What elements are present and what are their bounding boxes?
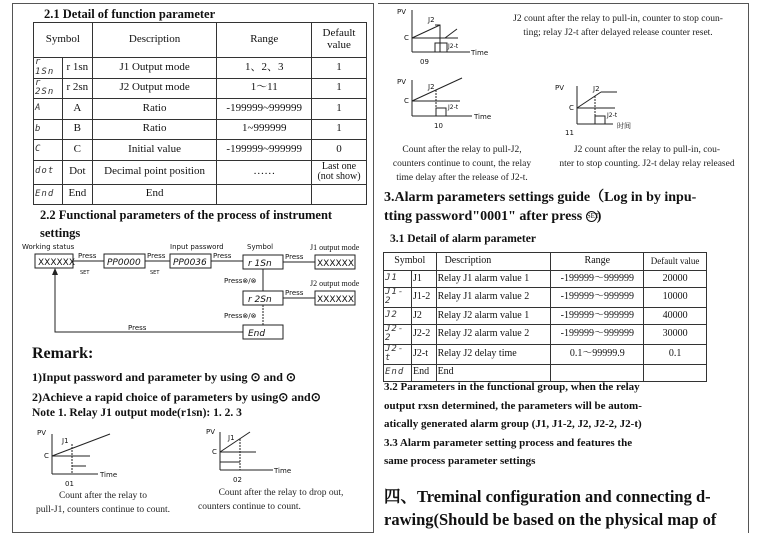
cell-range: -199999~999999 bbox=[217, 99, 312, 120]
cell-def: Last one (not show) bbox=[312, 160, 367, 184]
press-label: Press bbox=[128, 324, 147, 332]
cell-seg: C bbox=[34, 140, 63, 161]
pv-label: PV bbox=[206, 428, 216, 436]
table-row bbox=[34, 78, 367, 99]
c-label: C bbox=[569, 104, 574, 112]
cell-def: 1 bbox=[312, 119, 367, 140]
time-label: Time bbox=[471, 49, 488, 57]
chart-11-caption: J2 count after the relay to pull-in, cou- nter to stop counting. J2-t delay relay released bbox=[559, 145, 735, 169]
box-j1-value: XXXXXX bbox=[317, 259, 354, 269]
chart-number: 10 bbox=[434, 122, 443, 130]
cell-sym: A bbox=[63, 99, 93, 120]
table-row bbox=[384, 344, 707, 364]
note-1: Note 1. Relay J1 output mode(r1sn): 1. 2. 3 bbox=[32, 407, 242, 419]
table-row bbox=[384, 271, 707, 288]
chart-01-caption: Count after the relay to pull-J1, counters continue to count. bbox=[35, 491, 171, 515]
th-range: Range bbox=[551, 253, 644, 271]
press-label: Press bbox=[78, 252, 97, 260]
cell-sym: B bbox=[63, 119, 93, 140]
th-default: Default value bbox=[312, 23, 367, 58]
cell-desc: Ratio bbox=[92, 119, 217, 140]
cell-desc: Ratio bbox=[92, 99, 217, 120]
table-row bbox=[384, 307, 707, 324]
cell-sym: r 2sn bbox=[63, 78, 93, 99]
cell-seg: A bbox=[34, 99, 63, 120]
cell-sym: Dot bbox=[63, 160, 93, 184]
cell-def: 10000 bbox=[644, 288, 707, 308]
table-row bbox=[34, 160, 367, 184]
cell-seg: J1-2 bbox=[384, 288, 412, 308]
chart-number: 01 bbox=[65, 480, 74, 488]
chart-02-caption: Count after the relay to drop out, counters continue to count. bbox=[198, 488, 344, 512]
box-end: End bbox=[248, 329, 266, 339]
press-label: Press bbox=[213, 252, 232, 260]
cell-seg: J2-2 bbox=[384, 324, 412, 344]
settings-flow-diagram bbox=[20, 240, 370, 345]
press-label: Press bbox=[285, 253, 304, 261]
cell-range: 1、2、3 bbox=[217, 58, 312, 79]
chart-number: 02 bbox=[233, 476, 242, 484]
cell-def bbox=[312, 184, 367, 205]
cell-desc: Relay J2 delay time bbox=[436, 344, 551, 364]
cell-seg: r 2Sn bbox=[34, 78, 63, 99]
cell-range: -199999～999999 bbox=[551, 324, 644, 344]
section-2-1-title: 2.1 Detail of function parameter bbox=[44, 7, 216, 21]
t-label: J2-t bbox=[448, 104, 459, 111]
chart-10-caption: Count after the relay to pull-J2, counters continue to count, the relay time delay after the release of J2-t. bbox=[392, 145, 532, 183]
c-label: C bbox=[404, 34, 409, 42]
time-label: Time bbox=[474, 113, 492, 121]
table-row bbox=[34, 184, 367, 205]
pv-label: PV bbox=[37, 429, 47, 437]
paragraph-3-2: 3.2 Parameters in the functional group, when the relay output rxsn determined, the parameters will be autom- atically generated alarm group (J1, J1-2, J2, J2-2, J2-t) 3.3 Alarm parameter setting process and features the same process parameter settings bbox=[384, 381, 642, 467]
box-j2-value: XXXXXX bbox=[317, 295, 354, 305]
cell-seg: End bbox=[34, 184, 63, 205]
c-label: C bbox=[404, 97, 409, 105]
chart-number: 11 bbox=[565, 129, 574, 137]
cell-desc: Initial value bbox=[92, 140, 217, 161]
label-symbol: Symbol bbox=[247, 243, 274, 251]
chart-10 bbox=[390, 76, 500, 132]
cell-desc: J1 Output mode bbox=[92, 58, 217, 79]
press-label: Press bbox=[147, 252, 166, 260]
cell-range: -199999～999999 bbox=[551, 288, 644, 308]
c-label: C bbox=[212, 448, 217, 456]
cell-sym: J2-2 bbox=[412, 324, 437, 344]
chart-09-caption: J2 count after the relay to pull-in, counter to stop coun- ting; relay J2-t after delayed release counter reset. bbox=[513, 14, 723, 38]
box-pp0036: PP0036 bbox=[173, 258, 207, 268]
th-default: Default value bbox=[644, 253, 707, 271]
table-row bbox=[384, 324, 707, 344]
cell-desc: Relay J1 alarm value 2 bbox=[436, 288, 551, 308]
cell-desc: Relay J2 alarm value 1 bbox=[436, 307, 551, 324]
press-label: Press bbox=[285, 289, 304, 297]
section-3-title: 3.Alarm parameters settings guide（Log in by inpu- bbox=[384, 190, 697, 205]
chart-number: 09 bbox=[420, 58, 429, 66]
th-symbol: Symbol bbox=[34, 23, 93, 58]
press-updown-label: Press⊗/⊗ bbox=[224, 312, 257, 320]
cell-def: 1 bbox=[312, 99, 367, 120]
cell-def: 0 bbox=[312, 140, 367, 161]
j-label: J2 bbox=[428, 83, 435, 91]
cell-range bbox=[217, 184, 312, 205]
time-label: Time bbox=[100, 471, 118, 479]
chart-02 bbox=[198, 426, 298, 488]
cell-sym: J2 bbox=[412, 307, 437, 324]
cell-range: -199999～999999 bbox=[551, 271, 644, 288]
cell-seg: End bbox=[384, 364, 412, 381]
cell-desc: Decimal point position bbox=[92, 160, 217, 184]
j-label: J2 bbox=[428, 16, 435, 24]
cell-range: 0.1～99999.9 bbox=[551, 344, 644, 364]
cell-def: 20000 bbox=[644, 271, 707, 288]
cell-range: 1～11 bbox=[217, 78, 312, 99]
cell-desc: End bbox=[92, 184, 217, 205]
chart-09 bbox=[390, 6, 488, 68]
j-label: J1 bbox=[228, 434, 235, 442]
cell-def: 30000 bbox=[644, 324, 707, 344]
section-3-title-cont: tting password"0001" after press SET) bbox=[384, 209, 602, 224]
cell-range: …… bbox=[217, 160, 312, 184]
set-key-icon: SET bbox=[150, 270, 160, 276]
time-label: 时间 bbox=[617, 122, 631, 130]
cell-desc: End bbox=[436, 364, 551, 381]
cell-sym: J1-2 bbox=[412, 288, 437, 308]
cell-seg: J2 bbox=[384, 307, 412, 324]
remark-heading: Remark: bbox=[32, 345, 94, 362]
box-r2sn: r 2Sn bbox=[248, 295, 272, 305]
cell-def: 40000 bbox=[644, 307, 707, 324]
j-label: J2 bbox=[593, 85, 600, 93]
cell-sym: r 1sn bbox=[63, 58, 93, 79]
table-row bbox=[384, 288, 707, 308]
box-working-status: XXXXXX bbox=[38, 258, 75, 268]
label-j1-mode: J1 output mode bbox=[310, 243, 360, 252]
set-key-icon: SET bbox=[586, 212, 600, 221]
pv-label: PV bbox=[397, 8, 407, 16]
label-input-password: Input password bbox=[170, 243, 224, 251]
cell-seg: J2-t bbox=[384, 344, 412, 364]
th-range: Range bbox=[217, 23, 312, 58]
th-description: Description bbox=[436, 253, 551, 271]
th-description: Description bbox=[92, 23, 217, 58]
time-label: Time bbox=[274, 467, 292, 475]
cell-seg: J1 bbox=[384, 271, 412, 288]
cell-seg: b bbox=[34, 119, 63, 140]
cell-def bbox=[644, 364, 707, 381]
set-key-icon: SET bbox=[80, 270, 90, 276]
cell-desc: J2 Output mode bbox=[92, 78, 217, 99]
cell-sym: J2-t bbox=[412, 344, 437, 364]
chart-11 bbox=[555, 82, 655, 138]
cell-sym: C bbox=[63, 140, 93, 161]
box-pp0000: PP0000 bbox=[107, 258, 141, 268]
cell-sym: End bbox=[412, 364, 437, 381]
remark-1: 1)Input password and parameter by using ⊙ and ⊙ bbox=[32, 370, 296, 384]
table-row bbox=[34, 119, 367, 140]
section-2-2-title: 2.2 Functional parameters of the process of instrument settings bbox=[40, 208, 333, 240]
t-label: J2-t bbox=[448, 43, 459, 50]
box-r1sn: r 1Sn bbox=[248, 259, 272, 269]
cell-range: -199999~999999 bbox=[217, 140, 312, 161]
table-row bbox=[34, 99, 367, 120]
th-symbol: Symbol bbox=[384, 253, 437, 271]
j-label: J1 bbox=[62, 437, 69, 445]
cell-def: 1 bbox=[312, 58, 367, 79]
cell-desc: Relay J2 alarm value 2 bbox=[436, 324, 551, 344]
table-row bbox=[34, 58, 367, 79]
alarm-parameter-table bbox=[383, 252, 707, 382]
remark-2: 2)Achieve a rapid choice of parameters by using⊙ and⊙ bbox=[32, 390, 321, 404]
pv-label: PV bbox=[397, 78, 407, 86]
pv-label: PV bbox=[555, 84, 565, 92]
cell-seg: dot bbox=[34, 160, 63, 184]
section-4-title: 四、Treminal configuration and connecting d- rawing(Should be based on the physical map of bbox=[384, 487, 717, 529]
label-working-status: Working status bbox=[22, 243, 75, 251]
press-updown-label: Press⊗/⊗ bbox=[224, 277, 257, 285]
chart-01 bbox=[30, 426, 120, 488]
cell-sym: J1 bbox=[412, 271, 437, 288]
table-row bbox=[34, 140, 367, 161]
cell-seg: r 1Sn bbox=[34, 58, 63, 79]
c-label: C bbox=[44, 452, 49, 460]
cell-range: 1~999999 bbox=[217, 119, 312, 140]
t-label: J2-t bbox=[607, 112, 618, 119]
cell-def: 0.1 bbox=[644, 344, 707, 364]
cell-def: 1 bbox=[312, 78, 367, 99]
label-j2-mode: J2 output mode bbox=[310, 279, 360, 288]
cell-desc: Relay J1 alarm value 1 bbox=[436, 271, 551, 288]
section-3-1-title: 3.1 Detail of alarm parameter bbox=[390, 233, 536, 245]
cell-sym: End bbox=[63, 184, 93, 205]
paragraph-3-3: 3.3 Alarm parameter setting process and features the bbox=[384, 436, 633, 449]
cell-range: -199999～999999 bbox=[551, 307, 644, 324]
function-parameter-table bbox=[33, 22, 367, 205]
